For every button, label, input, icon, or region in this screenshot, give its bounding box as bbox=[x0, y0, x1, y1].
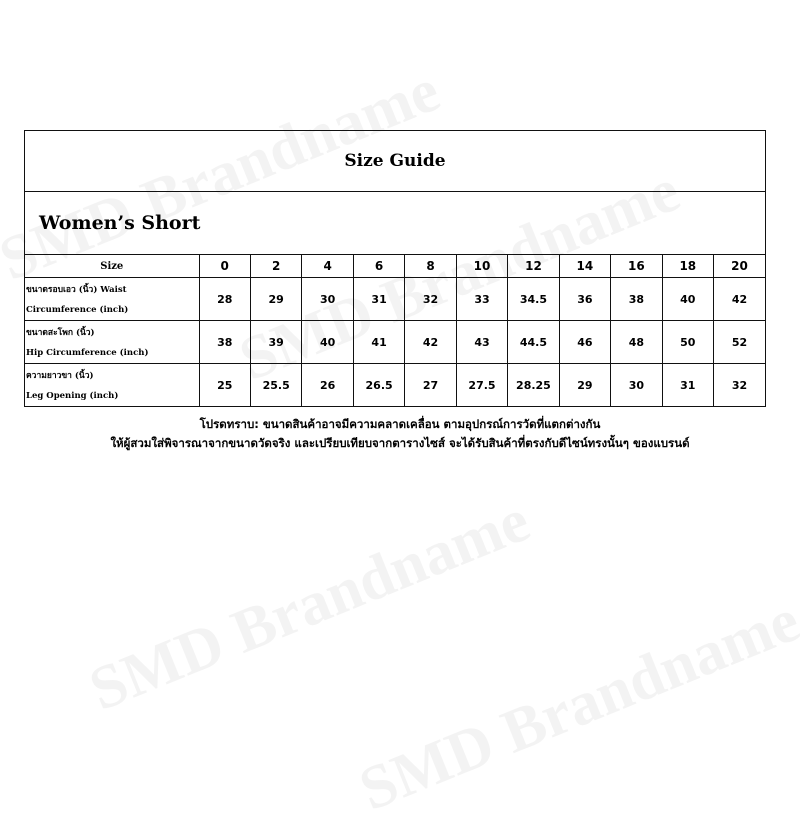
waist-value: 31 bbox=[353, 278, 404, 321]
size-guide-title: Size Guide bbox=[25, 131, 765, 192]
leg-opening-value: 27 bbox=[405, 364, 456, 407]
waist-value: 33 bbox=[456, 278, 507, 321]
leg-opening-label-line2: Leg Opening (inch) bbox=[26, 391, 119, 401]
hip-label-line1: ขนาดสะโพก (นิ้ว) bbox=[26, 328, 95, 338]
leg-opening-value: 31 bbox=[662, 364, 713, 407]
hip-row bbox=[25, 321, 765, 364]
size-header-cell: 2 bbox=[250, 255, 301, 278]
leg-opening-value: 29 bbox=[559, 364, 610, 407]
leg-opening-label bbox=[25, 364, 199, 407]
waist-value: 36 bbox=[559, 278, 610, 321]
hip-value: 39 bbox=[250, 321, 301, 364]
leg-opening-value: 25.5 bbox=[250, 364, 301, 407]
hip-value: 38 bbox=[199, 321, 250, 364]
waist-label bbox=[25, 278, 199, 321]
size-header-cell: 0 bbox=[199, 255, 250, 278]
waist-value: 34.5 bbox=[508, 278, 559, 321]
leg-opening-row bbox=[25, 364, 765, 407]
waist-label-line2: Circumference (inch) bbox=[26, 305, 129, 315]
leg-opening-value: 30 bbox=[611, 364, 662, 407]
measurement-note-line1: โปรดทราบ: ขนาดสินค้าอาจมีความคลาดเคลื่อน ตามอุปกรณ์การวัดที่แตกต่างกัน bbox=[199, 417, 601, 431]
hip-value: 42 bbox=[405, 321, 456, 364]
size-header-cell: 8 bbox=[405, 255, 456, 278]
watermark bbox=[350, 585, 800, 826]
hip-value: 41 bbox=[353, 321, 404, 364]
hip-value: 46 bbox=[559, 321, 610, 364]
waist-row bbox=[25, 278, 765, 321]
leg-opening-label-line1: ความยาวขา (นิ้ว) bbox=[26, 371, 94, 381]
measurement-note-line2: ให้ผู้สวมใส่พิจารณาจากขนาดวัดจริง และเปรียบเทียบจากตารางไซส์ จะได้รับสินค้าที่ตรงกับดีไซน์ทรงนั้นๆ ของแบรนด์ bbox=[110, 436, 690, 450]
size-header-cell: 20 bbox=[714, 255, 765, 278]
waist-value: 29 bbox=[250, 278, 301, 321]
leg-opening-value: 32 bbox=[714, 364, 765, 407]
hip-value: 44.5 bbox=[508, 321, 559, 364]
waist-label-line1: ขนาดรอบเอว (นิ้ว) Waist bbox=[26, 285, 127, 295]
size-guide-table bbox=[24, 130, 766, 407]
waist-value: 28 bbox=[199, 278, 250, 321]
size-header-cell: 6 bbox=[353, 255, 404, 278]
hip-value: 50 bbox=[662, 321, 713, 364]
size-header-cell: 4 bbox=[302, 255, 353, 278]
size-header-cell: 10 bbox=[456, 255, 507, 278]
size-chart bbox=[25, 255, 765, 406]
leg-opening-value: 27.5 bbox=[456, 364, 507, 407]
leg-opening-value: 28.25 bbox=[508, 364, 559, 407]
waist-value: 32 bbox=[405, 278, 456, 321]
size-header-row bbox=[25, 255, 765, 278]
waist-value: 42 bbox=[714, 278, 765, 321]
size-header-cell: 16 bbox=[611, 255, 662, 278]
hip-label-line2: Hip Circumference (inch) bbox=[26, 348, 149, 358]
leg-opening-value: 26.5 bbox=[353, 364, 404, 407]
waist-value: 38 bbox=[611, 278, 662, 321]
size-header-cell: 14 bbox=[559, 255, 610, 278]
hip-value: 43 bbox=[456, 321, 507, 364]
product-category-title: Women’s Short bbox=[25, 192, 765, 255]
size-header-label: Size bbox=[25, 255, 199, 278]
hip-label bbox=[25, 321, 199, 364]
hip-value: 40 bbox=[302, 321, 353, 364]
hip-value: 48 bbox=[611, 321, 662, 364]
size-header-cell: 18 bbox=[662, 255, 713, 278]
leg-opening-value: 26 bbox=[302, 364, 353, 407]
leg-opening-value: 25 bbox=[199, 364, 250, 407]
hip-value: 52 bbox=[714, 321, 765, 364]
waist-value: 40 bbox=[662, 278, 713, 321]
watermark bbox=[80, 485, 539, 726]
waist-value: 30 bbox=[302, 278, 353, 321]
size-header-cell: 12 bbox=[508, 255, 559, 278]
